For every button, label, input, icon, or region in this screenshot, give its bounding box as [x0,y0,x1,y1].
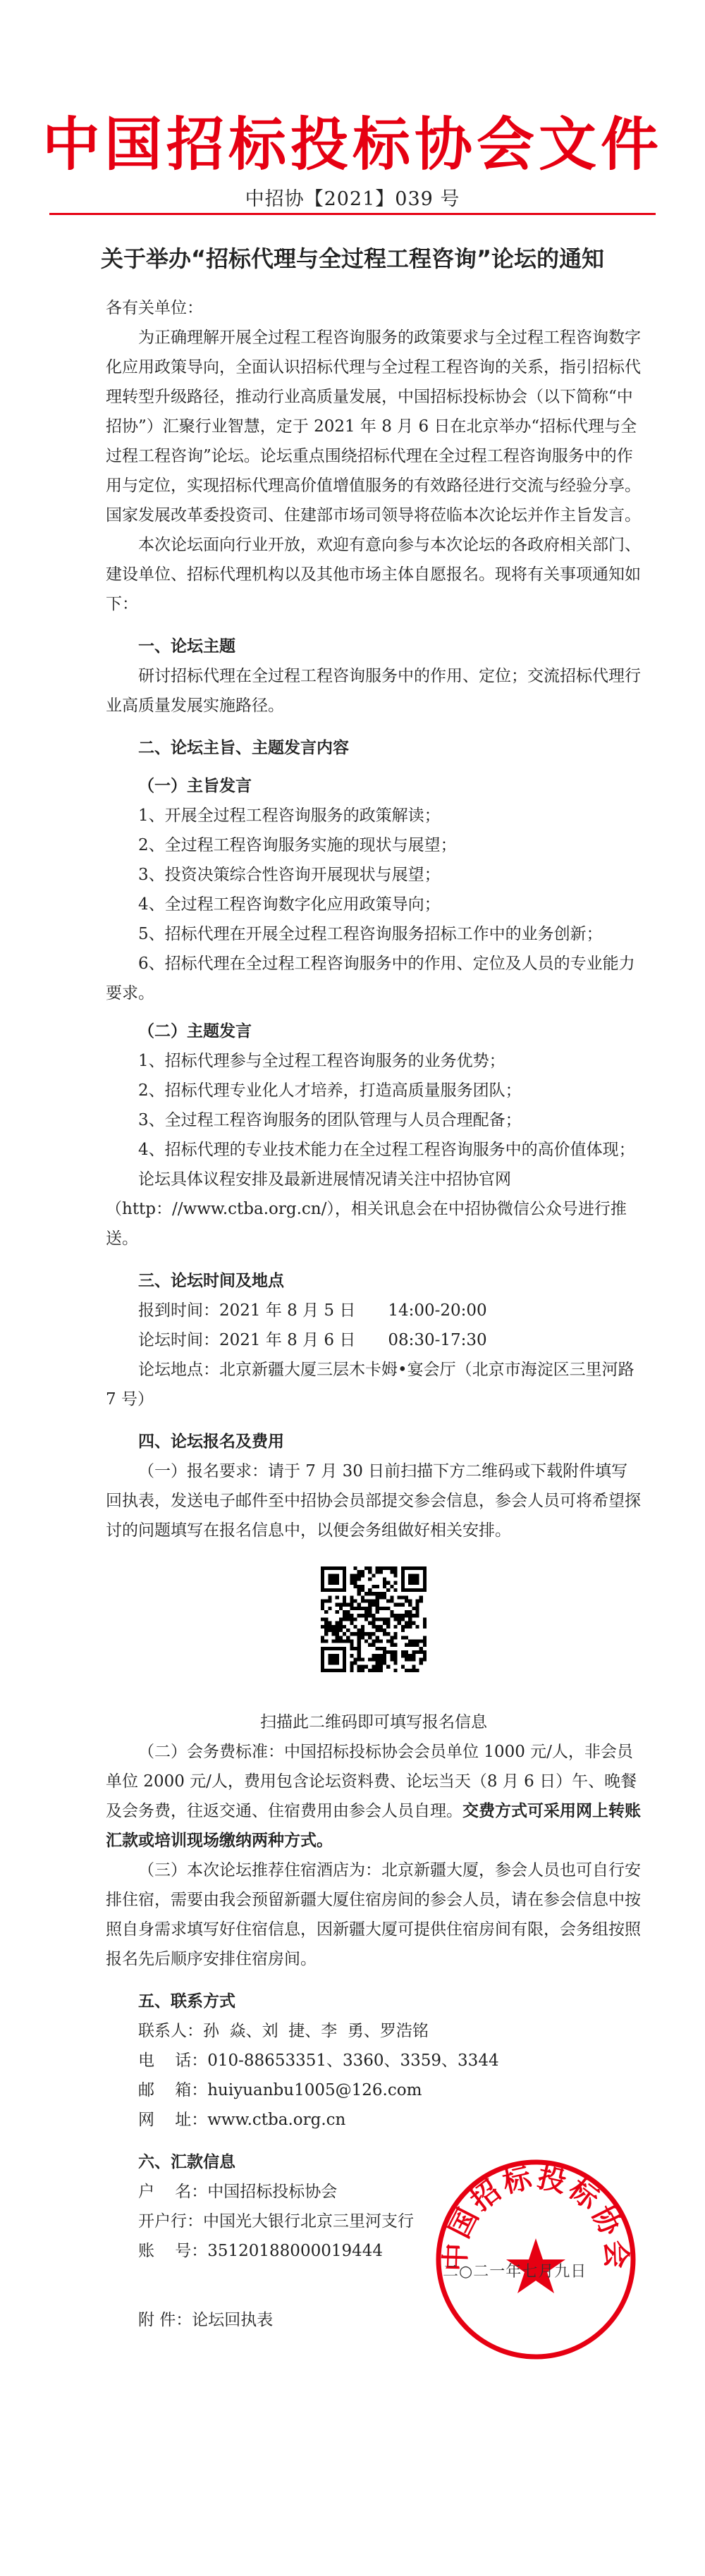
intro-paragraph-1: 为正确理解开展全过程工程咨询服务的政策要求与全过程工程咨询数字化应用政策导向，全面认识招标代理与全过程工程咨询的关系，指引招标代理转型升级路径，推动行业高质量发展，中国招标投标协会（以下简称“中招协”）汇聚行业智慧，定于 2021 年 8 月 6 日在北京举办“招标代理与全过程工程咨询”论坛。论坛重点围绕招标代理在全过程工程咨询服务中的作用与定位，实现招标代理高价值增值服务的有效路径进行交流与经验分享。国家发展改革委投资司、住建部市场司领导将莅临本次论坛并作主旨发言。 [106,329,641,525]
fee-standard-text: （二）会务费标准：中国招标投标协会会员单位 1000 元/人，非会员单位 2000 元/人，费用包含论坛资料费、论坛当天（8 月 6 日）午、晚餐及会务费，往返交通、住宿费用由参会人员自理。 [106,1743,637,1820]
keynote-heading: （一）主旨发言 [138,777,252,795]
topic-talks-heading: （二）主题发言 [138,1022,252,1041]
account-name: 户 名：中国招标投标协会 [138,2183,338,2201]
bank-name: 开户行：中国光大银行北京三里河支行 [138,2212,414,2231]
keynote-item: 6、招标代理在全过程工程咨询服务中的作用、定位及人员的专业能力要求。 [106,955,635,1002]
contact-persons: 联系人：孙 焱、刘 捷、李 勇、罗浩铭 [138,2022,429,2040]
section-1-text: 研讨招标代理在全过程工程咨询服务中的作用、定位；交流招标代理行业高质量发展实施路径。 [106,667,641,715]
qr-caption: 扫描此二维码即可填写报名信息 [260,1713,487,1731]
qr-code[interactable] [321,1566,427,1672]
forum-venue: 论坛地点：北京新疆大厦三层木卡姆•宴会厅（北京市海淀区三里河路 7 号） [106,1361,634,1409]
fee-standard [106,1737,642,1856]
intro-paragraph-2: 本次论坛面向行业开放，欢迎有意向参与本次论坛的各政府相关部门、建设单位、招标代理机构以及其他市场主体自愿报名。现将有关事项通知如下： [106,536,641,613]
contact-phone: 电 话：010-88653351、3360、3359、3344 [138,2051,499,2070]
section-4-heading: 四、论坛报名及费用 [138,1433,284,1451]
agenda-note: 论坛具体议程安排及最新进展情况请关注中招协官网（http：//www.ctba.org.cn/），相关讯息会在中招协微信公众号进行推送。 [106,1170,627,1248]
section-6-heading: 六、汇款信息 [138,2153,235,2171]
salutation: 各有关单位： [106,299,203,317]
issuer-title: 中国招标投标协会文件 [42,111,663,178]
keynote-item: 1、开展全过程工程咨询服务的政策解读； [138,806,441,825]
attachment-note[interactable]: 附 件：论坛回执表 [138,2311,274,2329]
document-number: 中招协【2021】039 号 [245,188,460,210]
contact-website[interactable]: 网 址：www.ctba.org.cn [138,2111,346,2129]
hotel-recommendation: （三）本次论坛推荐住宿酒店为：北京新疆大厦，参会人员也可自行安排住宿，需要由我会预留新疆大厦住宿房间的参会人员，请在参会信息中按照自身需求填写好住宿信息，因新疆大厦可提供住宿房间有限，会务组按照报名先后顺序安排住宿房间。 [106,1861,641,1968]
document-title: 关于举办“招标代理与全过程工程咨询”论坛的通知 [100,245,605,272]
payment-method: 交费方式可采用网上转账汇款或培训现场缴纳两种方式。 [106,1802,641,1850]
section-3-heading: 三、论坛时间及地点 [138,1272,284,1290]
keynote-item: 5、招标代理在开展全过程工程咨询服务招标工作中的业务创新； [138,925,603,943]
section-5-heading: 五、联系方式 [138,1992,235,2011]
topic-item: 1、招标代理参与全过程工程咨询服务的业务优势； [138,1052,505,1070]
keynote-item: 3、投资决策综合性咨询开展现状与展望； [138,866,441,884]
keynote-item: 2、全过程工程咨询服务实施的现状与展望； [138,836,457,854]
registration-time: 报到时间：2021 年 8 月 5 日 14:00-20:00 [138,1301,487,1320]
registration-requirement: （一）报名要求：请于 7 月 30 日前扫描下方二维码或下载附件填写回执表，发送电子邮件至中招协会员部提交参会信息，参会人员可将希望探讨的问题填写在报名信息中，以便会务组做好相关安排。 [106,1462,641,1540]
section-2-heading: 二、论坛主旨、主题发言内容 [138,739,349,757]
keynote-item: 4、全过程工程咨询数字化应用政策导向； [138,895,441,914]
section-1-heading: 一、论坛主题 [138,637,235,656]
contact-email[interactable]: 邮 箱：huiyuanbu1005@126.com [138,2081,422,2099]
qr-code-block [106,1566,642,1682]
topic-item: 3、全过程工程咨询服务的团队管理与人员合理配备； [138,1111,522,1129]
red-divider [49,213,656,215]
account-number: 账 号：35120188000019444 [138,2242,384,2260]
forum-time: 论坛时间：2021 年 8 月 6 日 08:30-17:30 [138,1331,487,1349]
document-body [106,289,642,2335]
topic-item: 4、招标代理的专业技术能力在全过程工程咨询服务中的高价值体现； [138,1141,635,1159]
seal-text: 中国招标投标协会 [439,2161,632,2272]
issue-date: 二○二一年七月九日 [443,2263,587,2281]
topic-item: 2、招标代理专业化人才培养，打造高质量服务团队； [138,1081,522,1100]
